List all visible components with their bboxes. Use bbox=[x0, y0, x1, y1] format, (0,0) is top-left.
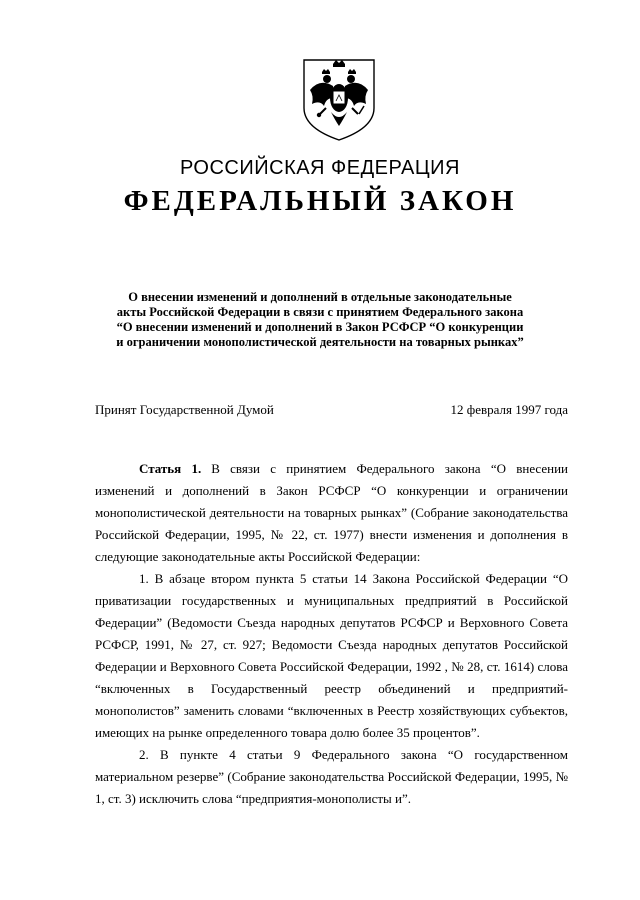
law-title bbox=[0, 290, 640, 350]
article-item-paragraph: 1. В абзаце втором пункта 5 статьи 14 Закона Российской Федерации “О приватизации государственных и муниципальных предприятий в Российской Федерации” (Ведомости Съезда народных депутатов РСФСР и Верховного Совета РСФСР, 1991, № 27, ст. 927; Ведомости Съезда народных депутатов Российской Федерации и Верховного Совета Российской Федерации, 1992 , № 28, ст. 1614) слова “включенных в Государственный реестр объединений и предприятий-монополистов” заменить словами “включенных в Реестр хозяйствующих субъектов, имеющих на рынке определенного товара долю более 35 процентов”. bbox=[95, 571, 568, 740]
adopted-by: Принят Государственной Думой bbox=[95, 402, 274, 417]
article-label: Статья 1. bbox=[139, 461, 202, 476]
coat-of-arms-icon bbox=[296, 56, 382, 142]
adoption-date: 12 февраля 1997 года bbox=[450, 402, 568, 417]
article-body bbox=[95, 458, 568, 810]
law-title-line: О внесении изменений и дополнений в отдельные законодательные bbox=[128, 290, 512, 304]
article-intro-text: В связи с принятием Федерального закона “О внесении изменений и дополнений в Закон РСФСР “О конкуренции и ограничении монополистической деятельности на товарных рынках” (Собрание законодательства Российской Федерации, 1995, № 22, ст. 1977) внести изменения и дополнения в следующие законодательные акты Российской Федерации: bbox=[95, 461, 568, 564]
article-item-paragraph: 2. В пункте 4 статьи 9 Федерального закона “О государственном материальном резерве” (Собрание законодательства Российской Федерации, 1995, № 1, ст. 3) исключить слова “предприятия-монополисты и”. bbox=[95, 747, 568, 806]
adoption-row bbox=[95, 402, 568, 418]
country-heading: РОССИЙСКАЯ ФЕДЕРАЦИЯ bbox=[180, 157, 460, 179]
law-title-line: акты Российской Федерации в связи с принятием Федерального закона bbox=[116, 305, 524, 319]
law-title-line: и ограничении монополистической деятельности на товарных рынках” bbox=[116, 335, 524, 349]
law-title-line: “О внесении изменений и дополнений в Закон РСФСР “О конкуренции bbox=[116, 320, 524, 334]
document-type-heading: ФЕДЕРАЛЬНЫЙ ЗАКОН bbox=[123, 185, 517, 217]
article-intro-paragraph bbox=[95, 458, 568, 568]
